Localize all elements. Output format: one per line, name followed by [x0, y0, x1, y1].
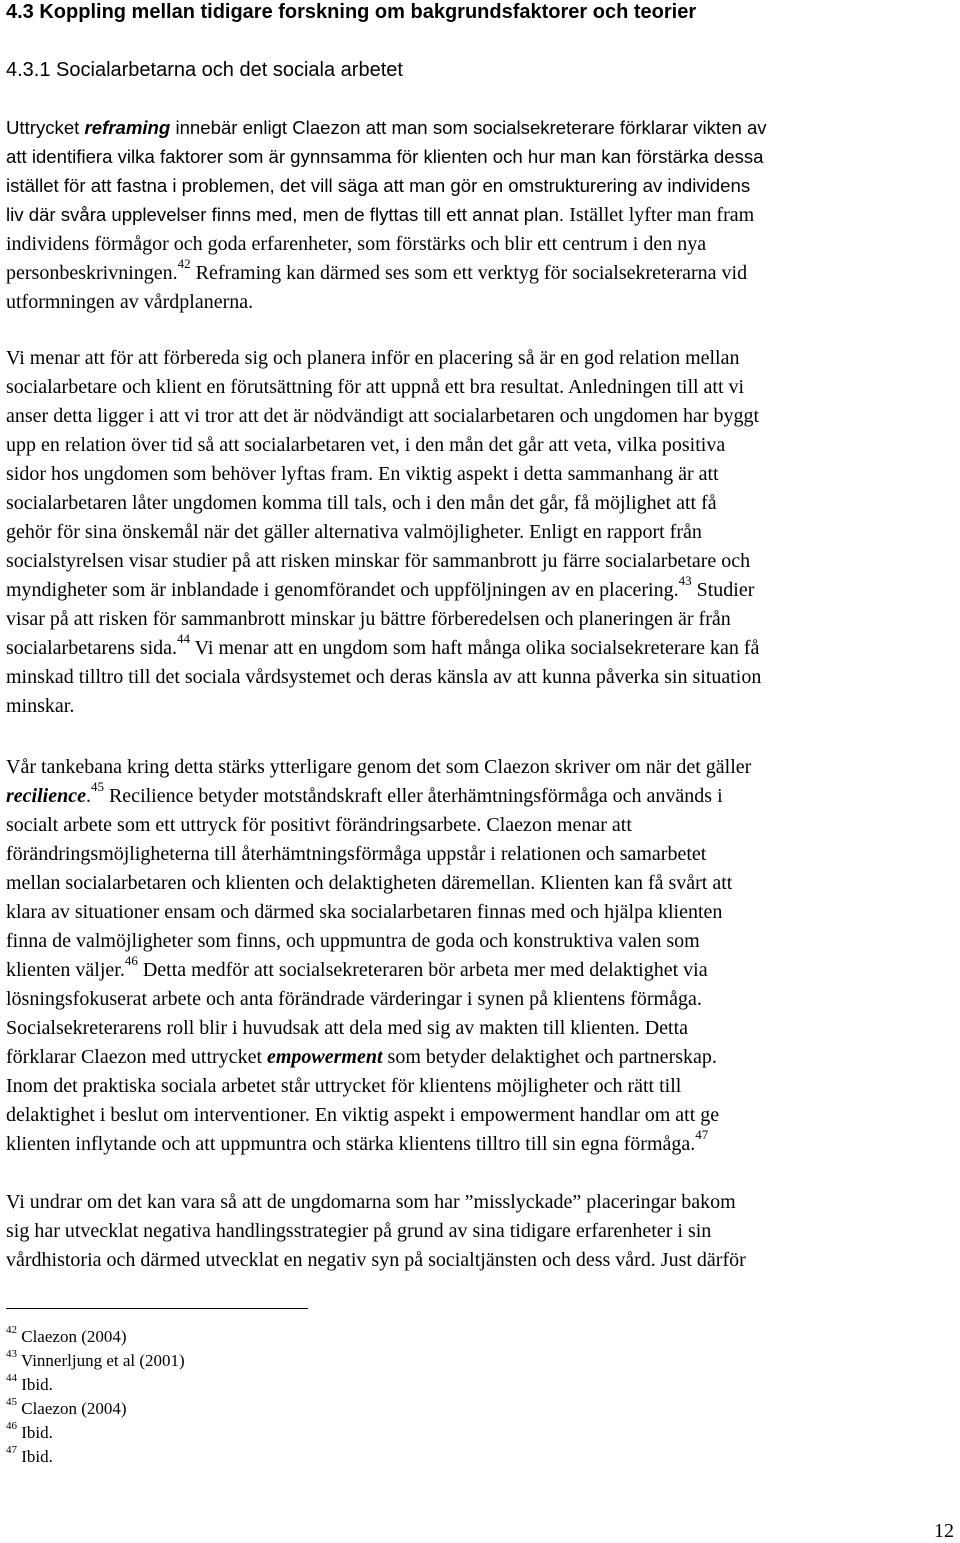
- text-line: gehör för sina önskemål när det gäller alternativa valmöjligheter. Enligt en rapport från: [6, 521, 702, 543]
- text-line: personbeskrivningen.$^{42}$ Reframing kan därmed ses som ett verktyg för socialsekreterarna vid: [6, 256, 748, 284]
- footnote-divider: [6, 1308, 308, 1309]
- text-line: förändringsmöjligheterna till återhämtningsförmåga uppstår i relationen och samarbetet: [6, 843, 707, 865]
- text-line: socialarbetaren låter ungdomen komma till tals, och i den mån det går, få möjlighet att få: [6, 492, 717, 514]
- text-line: utformningen av vårdplanerna.: [6, 291, 254, 313]
- text-line: minskad tilltro till det sociala vårdsystemet och deras känsla av att kunna påverka sin situation: [6, 666, 762, 688]
- text-line: recilience.$^{45}$ Recilience betyder motståndskraft eller återhämtningsförmåga och används i: [6, 779, 723, 807]
- text-line: Vi undrar om det kan vara så att de ungdomarna som har ”misslyckade” placeringar bakom: [6, 1191, 736, 1213]
- text-line: Vi menar att för att förbereda sig och planera inför en placering så är en god relation mellan: [6, 347, 740, 369]
- footnote: $^{47}$ Ibid.: [6, 1444, 53, 1466]
- text-line: mellan socialarbetaren och klienten och delaktigheten däremellan. Klienten kan få svårt att: [6, 872, 733, 894]
- footnote-ref: 44: [177, 631, 191, 647]
- text-line: socialt arbete som ett uttryck för positivt förändringsarbete. Claezon menar att: [6, 814, 632, 836]
- term-recilience: recilience: [6, 785, 86, 807]
- text-line: Inom det praktiska sociala arbetet står uttrycket för klientens möjligheter och rätt till: [6, 1075, 682, 1097]
- term-reframing: reframing: [84, 117, 171, 138]
- text-line: klienten inflytande och att uppmuntra och stärka klientens tilltro till sin egna förmåga.$^{47}$: [6, 1127, 709, 1155]
- page-number: 12: [934, 1520, 954, 1542]
- footnotes: [6, 1325, 185, 1469]
- text-line: sidor hos ungdomen som behöver lyftas fram. En viktig aspekt i detta sammanhang är att: [6, 463, 719, 485]
- paragraph-relation: [6, 344, 958, 721]
- text-line: individens förmågor och goda erfarenheter, som förstärks och blir ett centrum i den nya: [6, 233, 707, 255]
- text-line: vårdhistoria och därmed utvecklat en negativ syn på socialtjänsten och dess vård. Just därför: [6, 1249, 746, 1271]
- text-line: klienten väljer.$^{46}$ Detta medför att socialsekreteraren bör arbeta mer med delaktighet via: [6, 953, 708, 981]
- text-line: visar på att risken för sammanbrott minskar ju bättre förberedelsen och planeringen är från: [6, 608, 731, 630]
- paragraph-recilience: [6, 753, 958, 1159]
- text-line: minskar.: [6, 695, 75, 717]
- term-empowerment: empowerment: [267, 1046, 383, 1068]
- footnote: $^{42}$ Claezon (2004): [6, 1324, 127, 1346]
- paragraph-reframing: [6, 113, 958, 317]
- section-heading: 4.3 Koppling mellan tidigare forskning om bakgrundsfaktorer och teorier: [6, 1, 697, 23]
- text-line: att identifiera vilka faktorer som är gynnsamma för klienten och hur man kan förstärka dessa: [6, 146, 764, 167]
- text-line: sig har utvecklat negativa handlingsstrategier på grund av sina tidigare erfarenheter i sin: [6, 1220, 712, 1242]
- text-line: Uttrycket reframing innebär enligt Claezon att man som socialsekreterare förklarar vikten av: [6, 117, 767, 138]
- footnote: $^{43}$ Vinnerljung et al (2001): [6, 1348, 185, 1370]
- text-line: förklarar Claezon med uttrycket empowerment som betyder delaktighet och partnerskap.: [6, 1046, 717, 1068]
- text-line: Socialsekreterarens roll blir i huvudsak att dela med sig av makten till klienten. Detta: [6, 1017, 689, 1039]
- text-line: socialarbetarens sida.$^{44}$ Vi menar att en ungdom som haft många olika socialsekreterare kan få: [6, 631, 760, 659]
- footnote: $^{45}$ Claezon (2004): [6, 1396, 127, 1418]
- paragraph-placeringar: [6, 1188, 958, 1275]
- footnote: $^{46}$ Ibid.: [6, 1420, 53, 1442]
- text-line: klara av situationer ensam och därmed ska socialarbetaren finnas med och hjälpa klienten: [6, 901, 723, 923]
- text-line: socialstyrelsen visar studier på att risken minskar för sammanbrott ju färre socialarbetare och: [6, 550, 751, 572]
- text-line: anser detta ligger i att vi tror att det är nödvändigt att socialarbetaren och ungdomen har byggt: [6, 405, 760, 427]
- text-line: Vår tankebana kring detta stärks ytterligare genom det som Claezon skriver om när det gäller: [6, 756, 752, 778]
- footnote: $^{44}$ Ibid.: [6, 1372, 53, 1394]
- footnote-ref: 46: [124, 953, 138, 969]
- text-line: delaktighet i beslut om interventioner. En viktig aspekt i empowerment handlar om att ge: [6, 1104, 720, 1126]
- text-line: lösningsfokuserat arbete och anta förändrade värderingar i synen på klientens förmåga.: [6, 988, 702, 1010]
- text-line: finna de valmöjligheter som finns, och uppmuntra de goda och konstruktiva valen som: [6, 930, 700, 952]
- subsection-heading: 4.3.1 Socialarbetarna och det sociala arbetet: [6, 59, 403, 81]
- footnote-ref: 42: [177, 256, 191, 272]
- text-line: myndigheter som är inblandade i genomförandet och uppföljningen av en placering.$^{43}$ Studier: [6, 573, 755, 601]
- footnote-ref: 47: [695, 1127, 709, 1143]
- text-line: socialarbetare och klient en förutsättning för att uppnå ett bra resultat. Anledningen till att vi: [6, 376, 745, 398]
- footnote-ref: 45: [90, 779, 104, 795]
- text-line: liv där svåra upplevelser finns med, men de flyttas till ett annat plan. Istället lyfter man fram: [6, 204, 755, 226]
- footnote-ref: 43: [678, 573, 692, 589]
- document-page: [6, 0, 954, 1543]
- text-line: upp en relation över tid så att socialarbetaren vet, i den mån det går att veta, vilka positiva: [6, 434, 726, 456]
- text-line: istället för att fastna i problemen, det vill säga att man gör en omstrukturering av individens: [6, 175, 751, 196]
